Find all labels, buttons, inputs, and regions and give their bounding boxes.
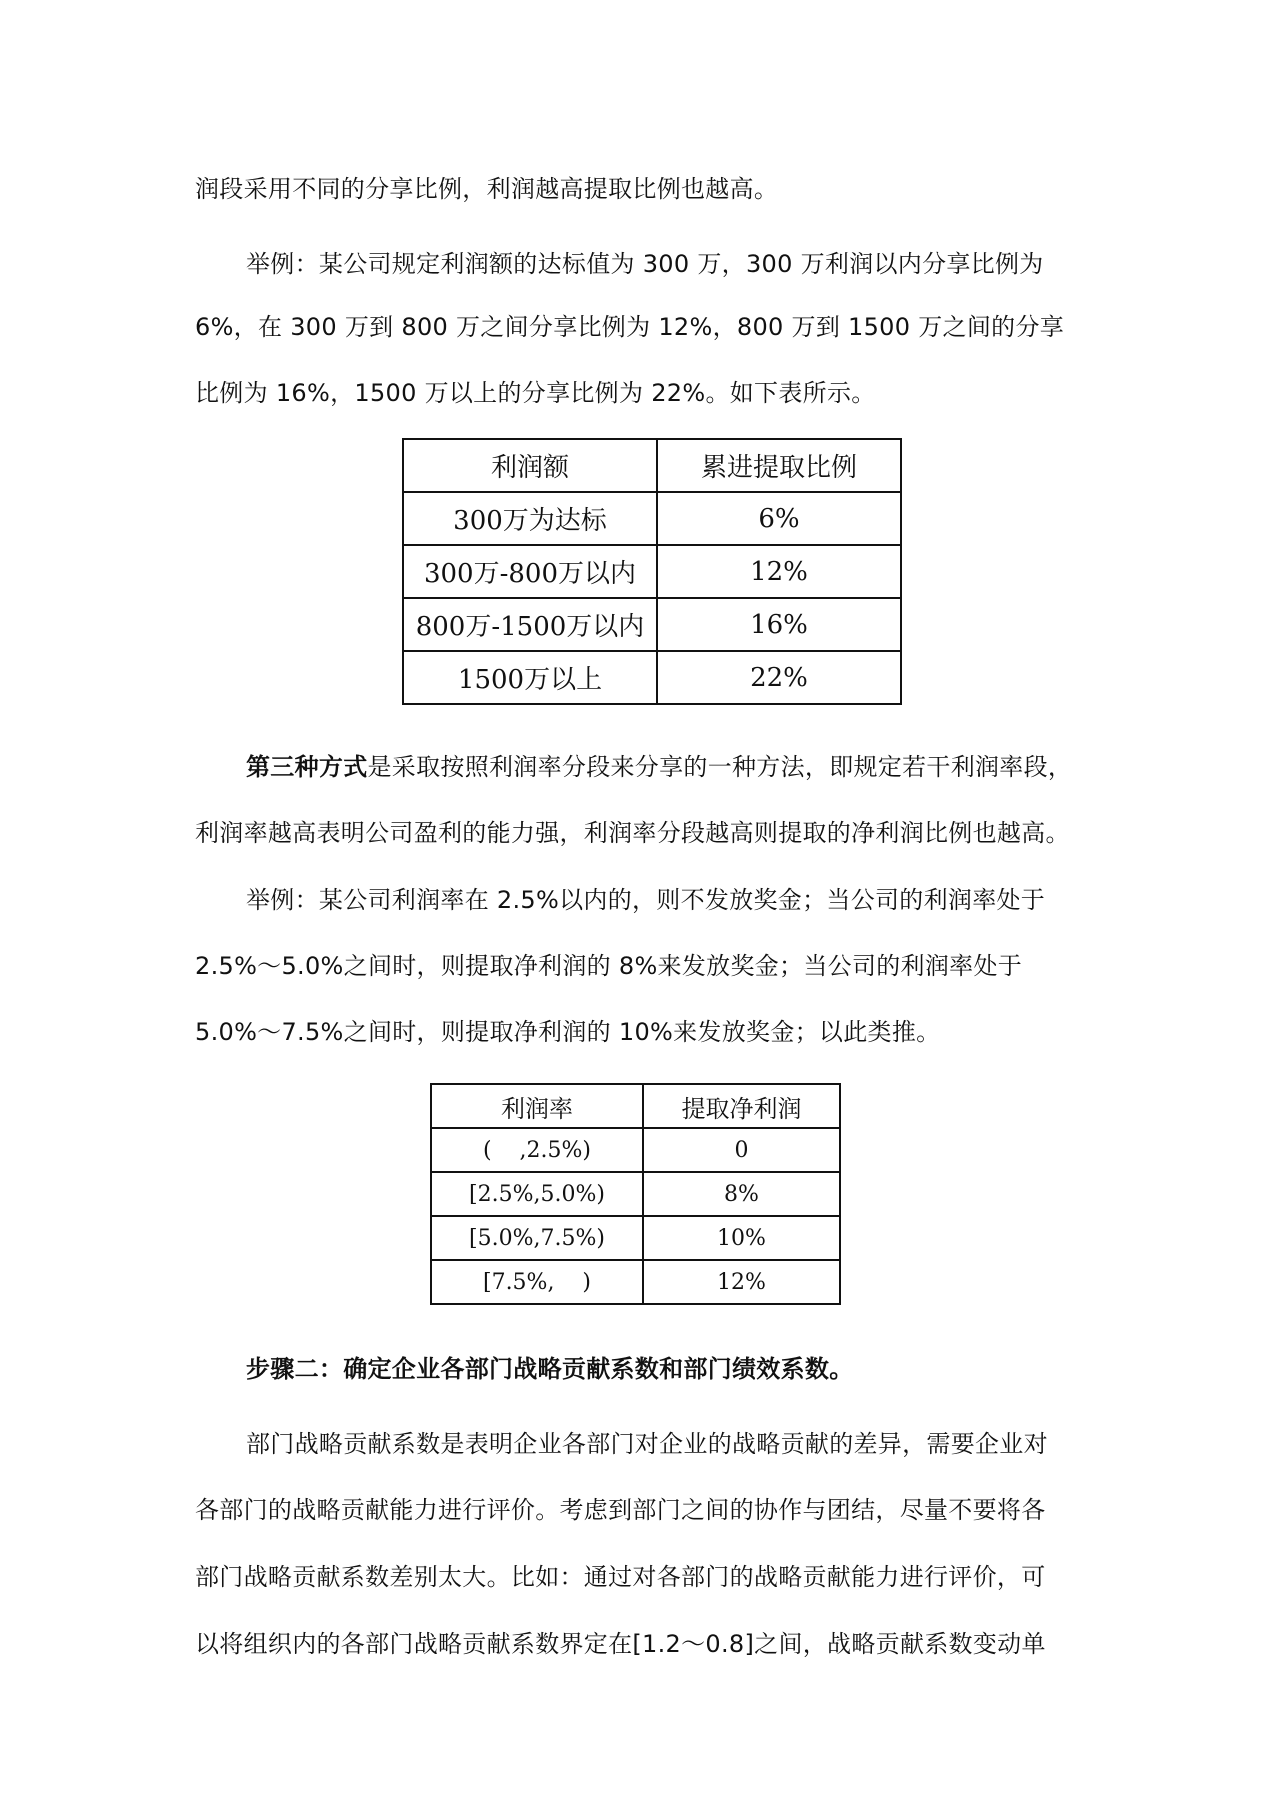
table-row [403, 545, 901, 598]
bold-lead-text: 第三种方式 [246, 753, 368, 781]
profit-share-table [402, 438, 902, 705]
table-row [403, 492, 901, 545]
table-header-cell: 累进提取比例 [657, 439, 901, 492]
paragraph-line: 润段采用不同的分享比例，利润越高提取比例也越高。 [195, 175, 779, 203]
table-cell: [5.0%,7.5%) [431, 1216, 643, 1260]
table-cell: 12% [643, 1260, 840, 1304]
table-header-row [431, 1084, 840, 1128]
table-row [431, 1128, 840, 1172]
paragraph-line: 比例为 16%，1500 万以上的分享比例为 22%。如下表所示。 [195, 379, 876, 407]
paragraph-line: 以将组织内的各部门战略贡献系数界定在[1.2～0.8]之间，战略贡献系数变动单 [195, 1630, 1046, 1658]
table-cell: 6% [657, 492, 901, 545]
table-header-cell: 利润额 [403, 439, 657, 492]
paragraph-line: 各部门的战略贡献能力进行评价。考虑到部门之间的协作与团结，尽量不要将各 [195, 1496, 1046, 1524]
profit-rate-table [430, 1083, 841, 1305]
table-cell: ( ,2.5%) [431, 1128, 643, 1172]
table-header-cell: 提取净利润 [643, 1084, 840, 1128]
paragraph-line: 部门战略贡献系数差别太大。比如：通过对各部门的战略贡献能力进行评价，可 [195, 1563, 1046, 1591]
table-row [403, 651, 901, 704]
paragraph-line [246, 750, 1096, 784]
table-cell: 1500万以上 [403, 651, 657, 704]
table-cell: 22% [657, 651, 901, 704]
paragraph-line: 5.0%～7.5%之间时，则提取净利润的 10%来发放奖金；以此类推。 [195, 1018, 941, 1046]
table-row [403, 598, 901, 651]
table-cell: 300万为达标 [403, 492, 657, 545]
table-cell: 8% [643, 1172, 840, 1216]
table-cell: 12% [657, 545, 901, 598]
table-cell: 0 [643, 1128, 840, 1172]
table-cell: [2.5%,5.0%) [431, 1172, 643, 1216]
paragraph-line: 举例：某公司利润率在 2.5%以内的，则不发放奖金；当公司的利润率处于 [246, 886, 1046, 914]
paragraph-line: 部门战略贡献系数是表明企业各部门对企业的战略贡献的差异，需要企业对 [246, 1430, 1048, 1458]
table-cell: 800万-1500万以内 [403, 598, 657, 651]
table-row [431, 1172, 840, 1216]
table-header-cell: 利润率 [431, 1084, 643, 1128]
paragraph-line: 举例：某公司规定利润额的达标值为 300 万，300 万利润以内分享比例为 [246, 250, 1044, 278]
paragraph-line: 利润率越高表明公司盈利的能力强，利润率分段越高则提取的净利润比例也越高。 [195, 819, 1070, 847]
table-cell: 300万-800万以内 [403, 545, 657, 598]
table-cell: [7.5%, ) [431, 1260, 643, 1304]
table-row [431, 1216, 840, 1260]
step-heading: 步骤二：确定企业各部门战略贡献系数和部门绩效系数。 [246, 1355, 854, 1383]
paragraph-text: 是采取按照利润率分段来分享的一种方法，即规定若干利润率段， [367, 753, 1073, 781]
paragraph-line: 6%，在 300 万到 800 万之间分享比例为 12%，800 万到 1500 万之间的分享 [195, 313, 1065, 341]
paragraph-line: 2.5%～5.0%之间时，则提取净利润的 8%来发放奖金；当公司的利润率处于 [195, 952, 1023, 980]
table-header-row [403, 439, 901, 492]
table-cell: 10% [643, 1216, 840, 1260]
table-cell: 16% [657, 598, 901, 651]
table-row [431, 1260, 840, 1304]
